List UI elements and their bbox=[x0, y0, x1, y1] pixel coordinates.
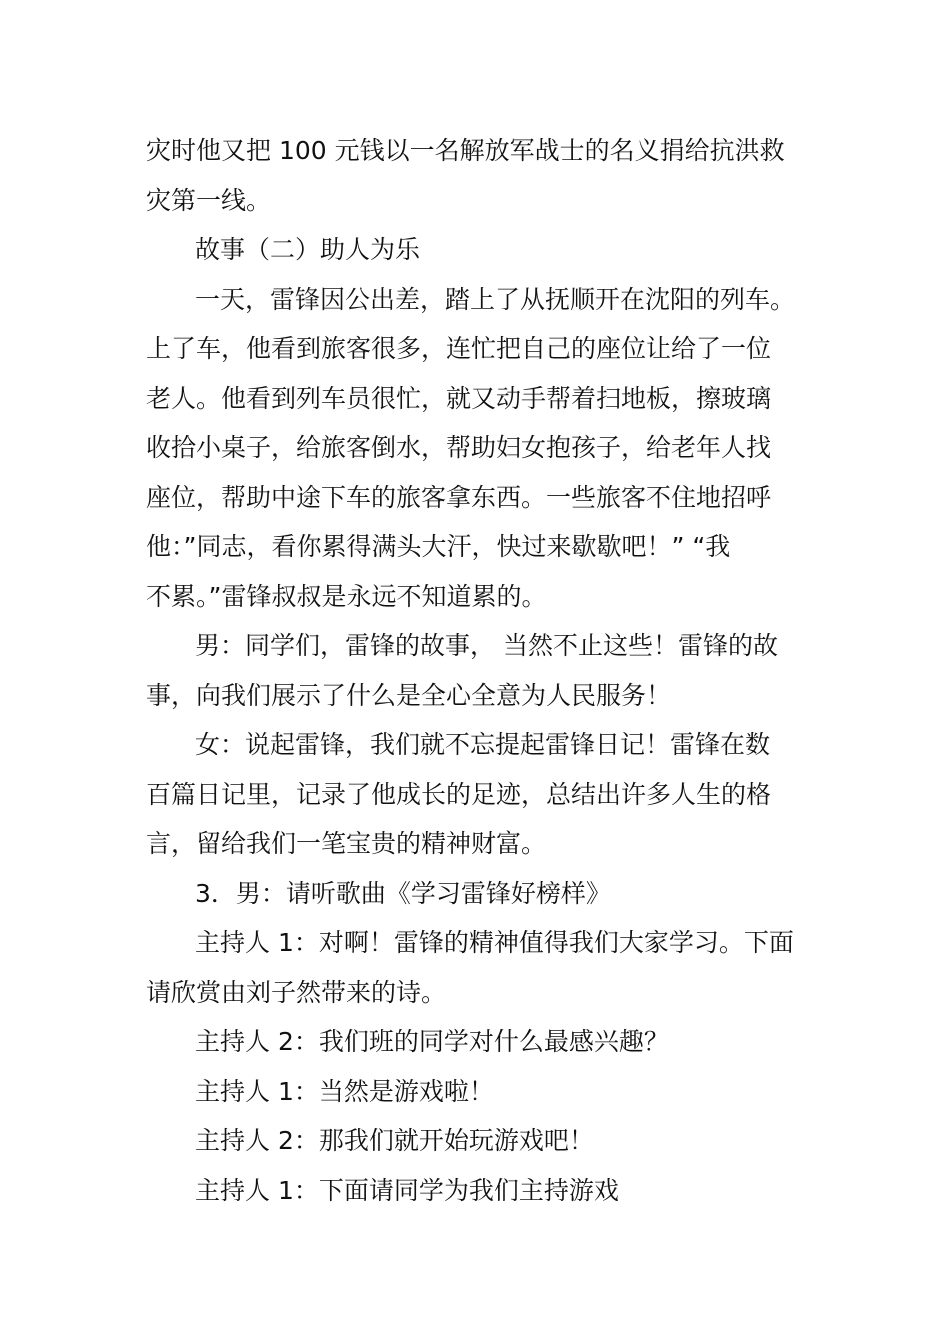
text-line: 一天，雷锋因公出差，踏上了从抚顺开在沈阳的列车。 bbox=[195, 284, 796, 314]
paragraph bbox=[146, 621, 818, 720]
text-line: 女：说起雷锋，我们就不忘提起雷锋日记！雷锋在数 bbox=[195, 730, 771, 759]
text-line: 主持人 2：那我们就开始玩游戏吧！ bbox=[195, 1126, 594, 1155]
paragraph bbox=[146, 1067, 818, 1117]
text-line: 老人。他看到列车员很忙，就又动手帮着扫地板，擦玻璃 bbox=[146, 383, 772, 413]
text-line: 上了车，他看到旅客很多，连忙把自己的座位让给了一位 bbox=[146, 334, 772, 363]
paragraph bbox=[146, 225, 818, 275]
text-line: 座位，帮助中途下车的旅客拿东西。一些旅客不住地招呼 bbox=[146, 482, 772, 512]
text-line: 不累。”雷锋叔叔是永远不知道累的。 bbox=[146, 581, 547, 611]
text-line: 灾第一线。 bbox=[146, 185, 272, 215]
text-line: 主持人 2：我们班的同学对什么最感兴趣？ bbox=[195, 1027, 669, 1056]
text-line: 男：同学们，雷锋的故事， 当然不止这些！雷锋的故 bbox=[195, 631, 778, 660]
paragraph bbox=[146, 1116, 818, 1166]
document-body bbox=[146, 126, 818, 1215]
paragraph bbox=[146, 1166, 818, 1216]
text-line: 主持人 1：当然是游戏啦！ bbox=[195, 1076, 494, 1106]
text-line: 请欣赏由刘子然带来的诗。 bbox=[146, 977, 447, 1007]
text-line: 主持人 1：下面请同学为我们主持游戏 bbox=[195, 1175, 619, 1205]
paragraph bbox=[146, 275, 818, 622]
paragraph bbox=[146, 720, 818, 869]
text-line: 故事（二）助人为乐 bbox=[195, 235, 421, 264]
paragraph bbox=[146, 126, 818, 225]
paragraph bbox=[146, 1017, 818, 1067]
text-line: 3．男：请听歌曲《学习雷锋好榜样》 bbox=[195, 878, 611, 908]
paragraph bbox=[146, 918, 818, 1017]
text-line: 言，留给我们一笔宝贵的精神财富。 bbox=[146, 829, 547, 858]
text-line: 百篇日记里，记录了他成长的足迹，总结出许多人生的格 bbox=[146, 779, 772, 809]
text-line: 主持人 1：对啊！雷锋的精神值得我们大家学习。下面 bbox=[195, 928, 794, 957]
paragraph bbox=[146, 869, 818, 919]
text-line: 灾时他又把 100 元钱以一名解放军战士的名义捐给抗洪救 bbox=[146, 136, 785, 165]
text-line: 事，向我们展示了什么是全心全意为人民服务！ bbox=[146, 680, 672, 710]
text-line: 他：”同志，看你累得满头大汗，快过来歇歇吧！” “我 bbox=[146, 532, 731, 561]
text-line: 收拾小桌子，给旅客倒水，帮助妇女抱孩子，给老年人找 bbox=[146, 433, 772, 462]
